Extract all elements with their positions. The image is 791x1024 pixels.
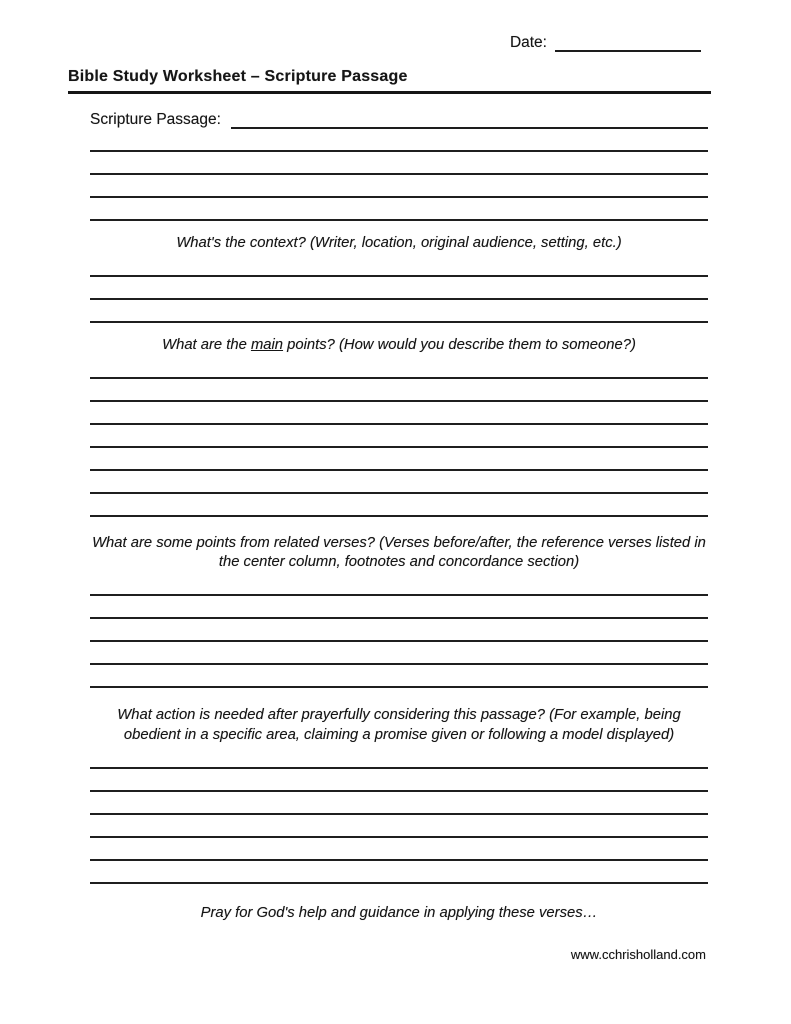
answer-line (90, 402, 708, 425)
answer-lines-context (90, 254, 708, 323)
answer-line (90, 769, 708, 792)
answer-line (90, 573, 708, 596)
answer-lines-action (90, 746, 708, 884)
answer-line (90, 277, 708, 300)
answer-line (90, 129, 708, 152)
question-text-part: What are the (162, 336, 251, 353)
answer-line (90, 494, 708, 517)
website-url: www.cchrisholland.com (570, 946, 706, 962)
date-blank-line (555, 39, 701, 52)
question-text-part: points? (How would you describe them to someone?) (283, 336, 636, 353)
question-action: What action is needed after prayerfully considering this passage? (For example, being obedient in a specific area, claiming a promise given or following a model displayed) (117, 707, 681, 744)
answer-line (90, 838, 708, 861)
answer-line (90, 425, 708, 448)
answer-line (90, 175, 708, 198)
answer-line (90, 254, 708, 277)
question-underlined-word: main (250, 336, 284, 353)
date-row (66, 34, 711, 52)
answer-line (90, 642, 708, 665)
answer-line (90, 152, 708, 175)
answer-line (90, 448, 708, 471)
question-main-points (90, 336, 708, 356)
answer-line (90, 815, 708, 838)
answer-line (90, 198, 708, 221)
worksheet-body (90, 111, 708, 962)
question-related-verses: What are some points from related verses? (Verses before/after, the reference verses listed in the center column, footnotes and concordance section) (92, 534, 706, 571)
answer-line (90, 665, 708, 688)
answer-line (90, 861, 708, 884)
answer-lines-scripture (90, 129, 708, 221)
answer-line (90, 379, 708, 402)
answer-line (90, 471, 708, 494)
worksheet-title: Bible Study Worksheet – Scripture Passage (68, 68, 711, 94)
question-context: What's the context? (Writer, location, original audience, setting, etc.) (176, 235, 622, 251)
answer-lines-main-points (90, 356, 708, 517)
answer-line (90, 619, 708, 642)
answer-line (90, 356, 708, 379)
closing-prayer-note: Pray for God's help and guidance in applying these verses… (200, 904, 598, 921)
date-label: Date: (509, 34, 547, 51)
answer-line (90, 300, 708, 323)
scripture-passage-label: Scripture Passage: (90, 111, 221, 128)
scripture-passage-row (90, 111, 708, 129)
scripture-passage-blank-line (231, 118, 708, 129)
answer-line (90, 746, 708, 769)
answer-line (90, 792, 708, 815)
answer-line (90, 596, 708, 619)
answer-lines-related-verses (90, 573, 708, 688)
